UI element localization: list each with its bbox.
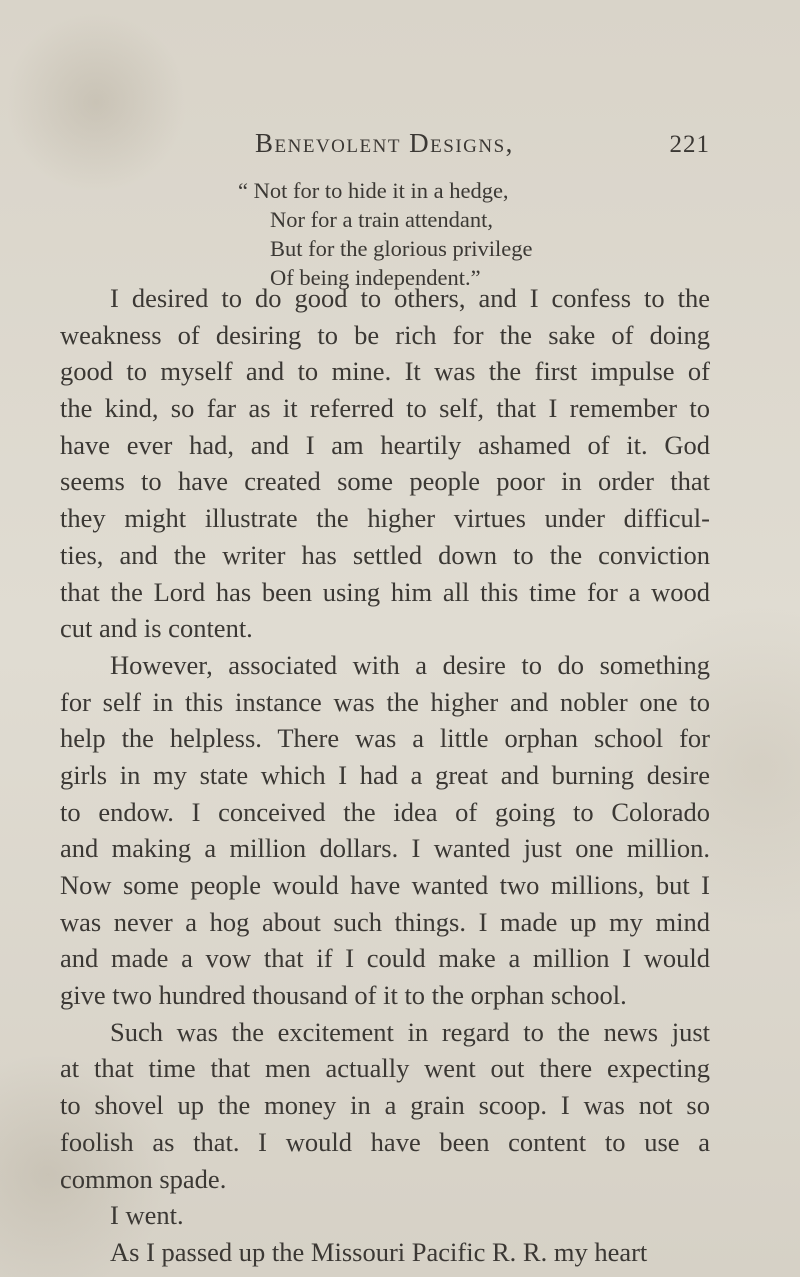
text-line: Now some people would have wanted two millions, but I	[60, 870, 710, 900]
text-line: cut and is content.	[60, 613, 253, 644]
text-line: foolish as that. I would have been content to use a	[60, 1126, 710, 1157]
text-line: was never a hog about such things. I made up my mind	[60, 906, 710, 937]
verse-line: Of being independent.”	[270, 265, 481, 290]
text-line: that the Lord has been using him all this time for a wood	[60, 576, 710, 607]
text-line: I desired to do good to others, and I confess to the	[110, 283, 710, 313]
chapter-title: Benevolent Designs,	[255, 128, 514, 158]
text-line: give two hundred thousand of it to the orphan school.	[60, 980, 627, 1011]
text-line: to endow. I conceived the idea of going to Colorado	[60, 796, 710, 827]
page-number: 221	[669, 131, 710, 158]
verse-line: “ Not for to hide it in a hedge,	[238, 178, 509, 203]
verse-line: Nor for a train attendant,	[270, 207, 494, 232]
text-line: they might illustrate the higher virtues under difficul-	[60, 503, 710, 534]
text-line: to shovel up the money in a grain scoop. I was not so	[60, 1090, 710, 1121]
text-line: have ever had, and I am heartily ashamed of it. God	[60, 429, 710, 460]
text-line: However, associated with a desire to do something	[110, 649, 710, 680]
text-line: As I passed up the Missouri Pacific R. R. my heart	[110, 1236, 648, 1267]
text-line: weakness of desiring to be rich for the sake of doing	[60, 319, 710, 350]
verse-line: But for the glorious privilege	[270, 236, 533, 261]
text-line: and making a million dollars. I wanted just one million.	[60, 833, 710, 864]
text-line: good to myself and to mine. It was the first impulse of	[60, 356, 710, 387]
text-line: and made a vow that if I could make a million I would	[60, 943, 710, 974]
running-head	[255, 128, 710, 164]
text-line: at that time that men actually went out there expecting	[60, 1053, 710, 1084]
text-line: ties, and the writer has settled down to the conviction	[60, 539, 710, 570]
text-line: I went.	[110, 1200, 184, 1231]
text-line: the kind, so far as it referred to self, that I remember to	[60, 393, 710, 424]
verse-quotation	[238, 176, 698, 292]
body-text	[60, 280, 710, 1271]
text-line: girls in my state which I had a great and burning desire	[60, 759, 710, 790]
text-line: Such was the excitement in regard to the news just	[110, 1016, 710, 1047]
text-line: for self in this instance was the higher and nobler one to	[60, 686, 710, 717]
text-line: seems to have created some people poor in order that	[60, 466, 710, 497]
text-line: common spade.	[60, 1163, 227, 1194]
text-line: help the helpless. There was a little orphan school for	[60, 723, 710, 754]
